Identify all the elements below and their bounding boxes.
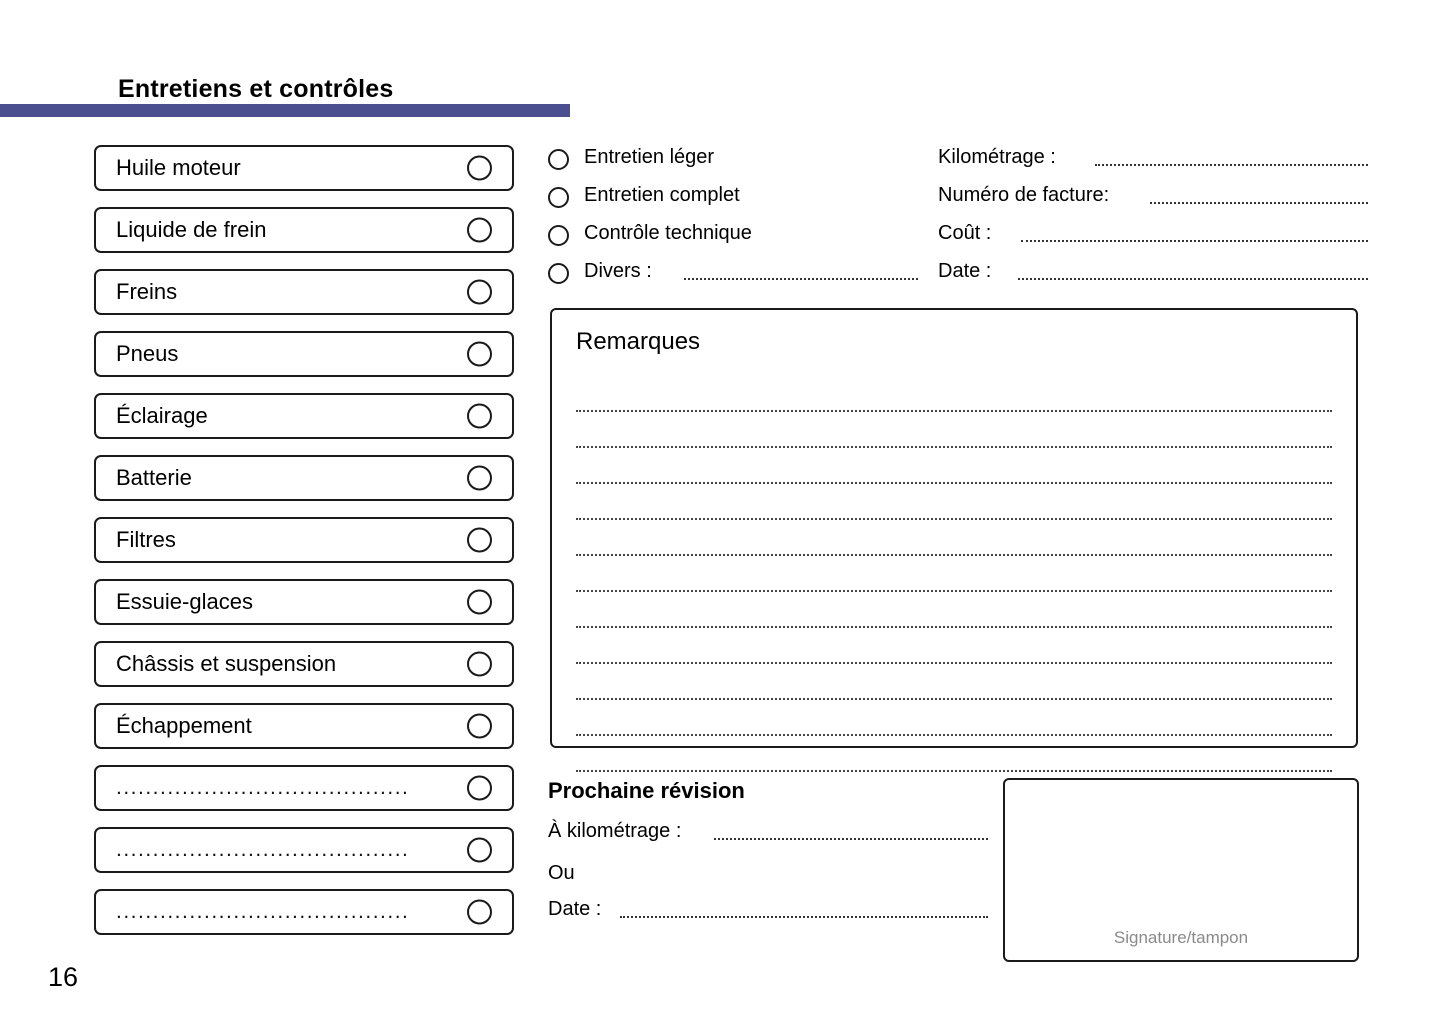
checkbox-circle-icon[interactable] [467, 528, 492, 553]
remarks-write-line[interactable] [576, 556, 1332, 592]
page-number: 16 [48, 962, 79, 992]
next-service-date-line[interactable] [620, 916, 988, 918]
checklist-row[interactable] [94, 393, 514, 439]
checklist [94, 145, 514, 951]
remarks-write-line[interactable] [576, 376, 1332, 412]
remarks-lines [576, 376, 1332, 772]
radio-circle-icon[interactable] [548, 225, 569, 246]
remarks-box[interactable] [550, 308, 1358, 748]
checklist-row[interactable] [94, 579, 514, 625]
radio-circle-icon[interactable] [548, 263, 569, 284]
checklist-row[interactable] [94, 455, 514, 501]
checkbox-circle-icon[interactable] [467, 404, 492, 429]
checkbox-circle-icon[interactable] [467, 900, 492, 925]
checklist-row[interactable] [94, 703, 514, 749]
invoice-field-write-line[interactable] [1021, 240, 1368, 242]
remarks-write-line[interactable] [576, 664, 1332, 700]
checklist-item-label: ........................................ [116, 900, 410, 923]
next-service-date-label: Date : [548, 898, 602, 920]
signature-label: Signature/tampon [1113, 928, 1249, 947]
checklist-row[interactable] [94, 889, 514, 935]
remarks-write-line[interactable] [576, 520, 1332, 556]
checkbox-circle-icon[interactable] [467, 156, 492, 181]
checklist-item-label: Filtres [116, 527, 176, 552]
checklist-row[interactable] [94, 827, 514, 873]
radio-circle-icon[interactable] [548, 149, 569, 170]
remarks-write-line[interactable] [576, 592, 1332, 628]
checklist-row[interactable] [94, 331, 514, 377]
remarks-title: Remarques [576, 328, 701, 355]
next-service-title: Prochaine révision [548, 778, 745, 803]
service-type-label: Contrôle technique [584, 222, 752, 244]
checkbox-circle-icon[interactable] [467, 714, 492, 739]
checklist-item-label: Freins [116, 279, 178, 304]
checklist-item-label: Huile moteur [116, 155, 241, 180]
checklist-item-label: Batterie [116, 465, 192, 490]
checklist-item-label: Châssis et suspension [116, 651, 337, 676]
radio-circle-icon[interactable] [548, 187, 569, 208]
signature-box[interactable] [1003, 778, 1359, 962]
service-details [548, 142, 1368, 294]
invoice-field-write-line[interactable] [1095, 164, 1368, 166]
next-service-mileage-line[interactable] [714, 838, 988, 840]
page-title: Entretiens et contrôles [118, 75, 394, 103]
invoice-field-label: Numéro de facture: [938, 184, 1110, 206]
checklist-row[interactable] [94, 641, 514, 687]
checkbox-circle-icon[interactable] [467, 590, 492, 615]
next-service-section [548, 778, 988, 936]
checkbox-circle-icon[interactable] [467, 280, 492, 305]
checklist-item-label: Éclairage [116, 403, 208, 428]
remarks-write-line[interactable] [576, 700, 1332, 736]
remarks-write-line[interactable] [576, 628, 1332, 664]
service-type-write-line[interactable] [684, 278, 918, 280]
invoice-field-row[interactable] [938, 218, 1368, 256]
checklist-row[interactable] [94, 207, 514, 253]
remarks-write-line[interactable] [576, 736, 1332, 772]
invoice-field-label: Coût : [938, 222, 992, 244]
checklist-item-label: Liquide de frein [116, 217, 267, 242]
checklist-row[interactable] [94, 145, 514, 191]
checkbox-circle-icon[interactable] [467, 218, 492, 243]
next-service-date-row[interactable] [548, 896, 988, 934]
remarks-write-line[interactable] [576, 448, 1332, 484]
service-type-label: Entretien complet [584, 184, 740, 206]
invoice-field-label: Kilométrage : [938, 146, 1056, 168]
checklist-item-label: Échappement [116, 713, 252, 738]
invoice-field-row[interactable] [938, 142, 1368, 180]
next-service-mileage-row[interactable] [548, 818, 988, 856]
checklist-item-label: Pneus [116, 341, 179, 366]
checkbox-circle-icon[interactable] [467, 342, 492, 367]
remarks-write-line[interactable] [576, 412, 1332, 448]
invoice-field-write-line[interactable] [1150, 202, 1368, 204]
checklist-row[interactable] [94, 269, 514, 315]
service-type-label: Divers : [584, 260, 652, 282]
remarks-write-line[interactable] [576, 484, 1332, 520]
service-type-label: Entretien léger [584, 146, 715, 168]
checkbox-circle-icon[interactable] [467, 838, 492, 863]
invoice-field-write-line[interactable] [1018, 278, 1368, 280]
checklist-item-label: ........................................ [116, 776, 410, 799]
checklist-row[interactable] [94, 517, 514, 563]
header-accent-rule [0, 104, 570, 117]
checkbox-circle-icon[interactable] [467, 776, 492, 801]
checklist-row[interactable] [94, 765, 514, 811]
checkbox-circle-icon[interactable] [467, 652, 492, 677]
checkbox-circle-icon[interactable] [467, 466, 492, 491]
invoice-field-row[interactable] [938, 180, 1368, 218]
checklist-item-label: Essuie-glaces [116, 589, 253, 614]
invoice-field-row[interactable] [938, 256, 1368, 294]
next-service-or-label: Ou [548, 862, 575, 884]
checklist-item-label: ........................................ [116, 838, 410, 861]
invoice-field-label: Date : [938, 260, 992, 282]
next-service-mileage-label: À kilométrage : [548, 820, 682, 842]
